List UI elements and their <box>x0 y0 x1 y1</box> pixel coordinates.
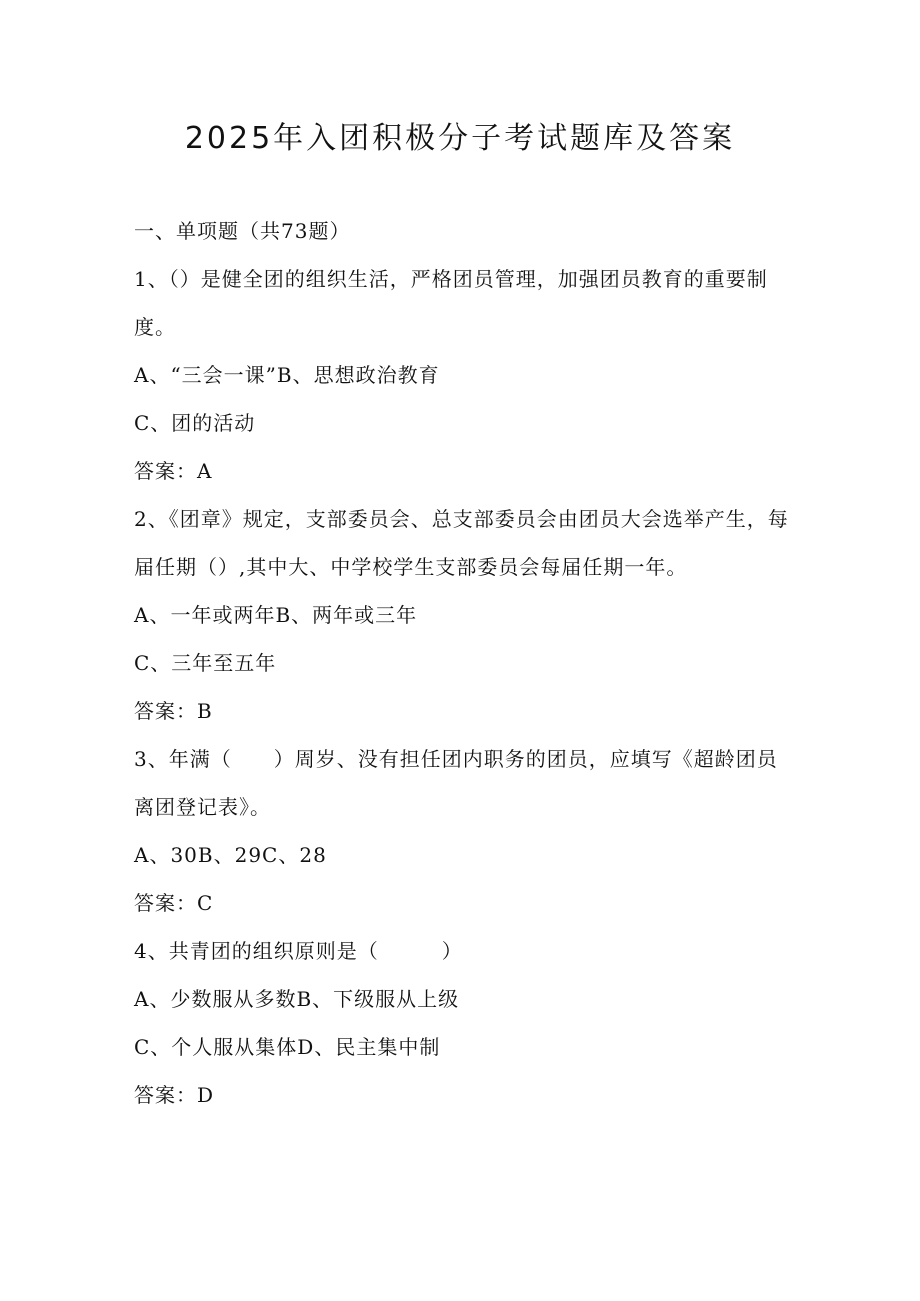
question-option-line: C、三年至五年 <box>134 651 277 675</box>
question-option-line: C、个人服从集体D、民主集中制 <box>134 1035 441 1059</box>
question-stem-4: 4、共青团的组织原则是（ ） <box>134 939 463 963</box>
question-option-line: A、一年或两年B、两年或三年 <box>134 603 418 627</box>
document-body <box>134 207 794 1119</box>
question-answer-1: 答案：A <box>134 459 213 483</box>
document-title: 2025年入团积极分子考试题库及答案 <box>184 121 736 156</box>
question-answer-4: 答案：D <box>134 1083 215 1107</box>
question-stem-3: 3、年满（ ）周岁、没有担任团内职务的团员，应填写《超龄团员离团登记表》。 <box>134 747 778 819</box>
question-stem-2: 2、《团章》规定，支部委员会、总支部委员会由团员大会选举产生，每届任期（）,其中大、中学校学生支部委员会每届任期一年。 <box>134 507 789 579</box>
question-option-line: A、30B、29C、28 <box>134 843 327 867</box>
question-option-line: A、“三会一课”B、思想政治教育 <box>134 363 440 387</box>
question-option-line: A、少数服从多数B、下级服从上级 <box>134 987 460 1011</box>
question-option-line: C、团的活动 <box>134 411 256 435</box>
question-answer-2: 答案：B <box>134 699 213 723</box>
question-stem-1: 1、（）是健全团的组织生活，严格团员管理，加强团员教育的重要制度。 <box>134 267 768 339</box>
question-answer-3: 答案：C <box>134 891 214 915</box>
section-heading: 一、单项题（共73题） <box>134 219 351 243</box>
